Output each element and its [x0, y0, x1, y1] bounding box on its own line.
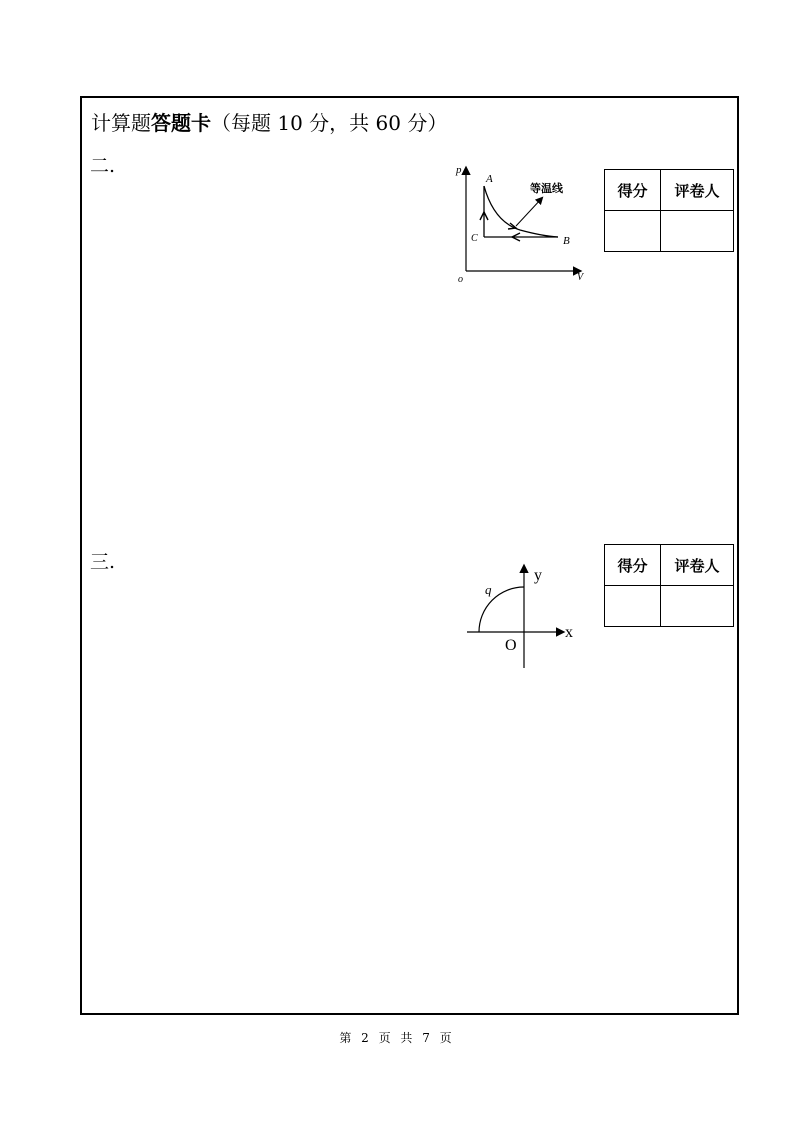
point-b-label: B [563, 235, 570, 247]
score-label-cell: 得分 [605, 170, 661, 211]
axis-x-label: x [565, 624, 573, 641]
charge-q-label: q [485, 582, 492, 597]
origin-o-label: O [505, 637, 517, 654]
charge-arc-diagram [465, 558, 585, 670]
pv-diagram [450, 160, 590, 285]
point-a-label: A [486, 173, 493, 185]
point-c-label: C [471, 233, 478, 244]
isotherm-label: 等温线 [530, 182, 563, 195]
score-table-q2 [604, 169, 734, 252]
score-entry-cell[interactable] [605, 586, 661, 627]
grader-entry-cell[interactable] [661, 211, 734, 252]
section-title [91, 111, 447, 135]
question-2-label: 二. [90, 155, 116, 177]
title-suffix: （每题 10 分，共 60 分） [211, 111, 448, 135]
axis-y-label: y [534, 567, 542, 584]
score-entry-cell[interactable] [605, 211, 661, 252]
title-bold: 答题卡 [151, 111, 211, 135]
question-3-label: 三. [90, 551, 116, 573]
curve-pointer [516, 198, 542, 226]
origin-label: o [458, 274, 463, 285]
score-label-cell: 得分 [605, 545, 661, 586]
answer-sheet-frame [80, 96, 739, 1015]
score-table-q3 [604, 544, 734, 627]
grader-label-cell: 评卷人 [661, 170, 734, 211]
title-prefix: 计算题 [91, 111, 151, 135]
grader-entry-cell[interactable] [661, 586, 734, 627]
page-footer: 第 2 页 共 7 页 [339, 1031, 455, 1045]
grader-label-cell: 评卷人 [661, 545, 734, 586]
axis-v-label: V [577, 272, 584, 283]
axis-p-label: p [456, 164, 462, 176]
